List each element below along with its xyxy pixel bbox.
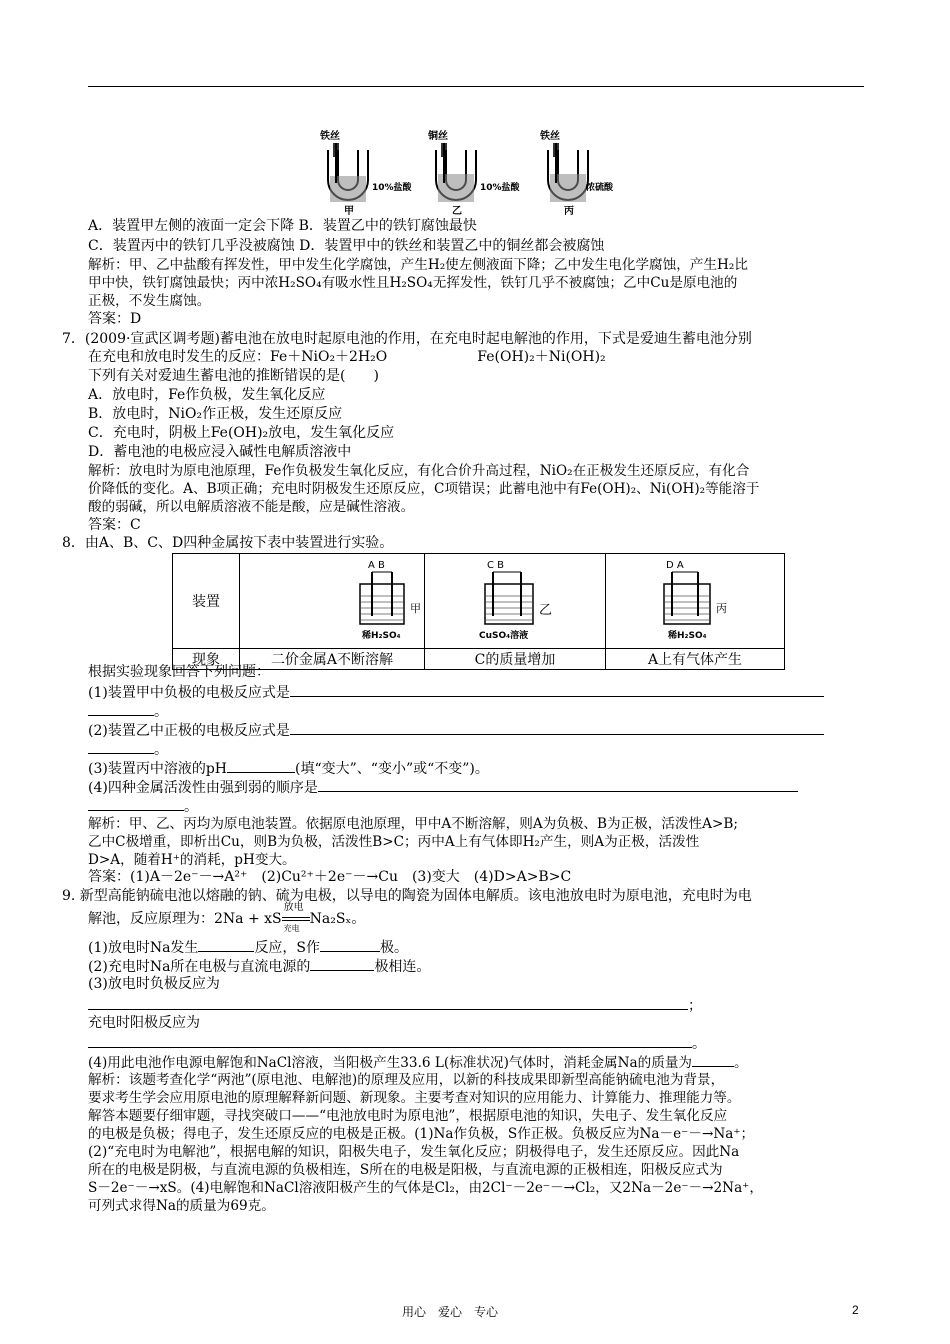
electrode-labels: D A (666, 560, 684, 571)
q9-analysis-line: 解答本题要仔细审题，寻找突破口——“电池放电时为原电池”，根据原电池的知识，失电子、发生氧化反应 (88, 1108, 728, 1124)
q8-sub3-note: (填“变大”、“变小”或“不变”)。 (295, 761, 489, 777)
device-name: 甲 (410, 602, 421, 615)
q6-analysis-line: 正极，不发生腐蚀。 (88, 293, 211, 309)
arrow-label-bottom: 充电 (283, 924, 300, 933)
q7-stem: 7．(2009·宣武区调考题)蓄电池在放电时起原电池的作用，在充电时起电解池的作用，下式是爱迪生蓄电池分别 (62, 331, 752, 347)
q6-options-cd (88, 238, 604, 255)
phenomenon-cell: C的质量增加 (425, 649, 606, 670)
q8-sub3-text: (3)装置丙中溶液的pH (88, 761, 228, 777)
page-number: 2 (852, 1303, 859, 1317)
q7-option-d: D．蓄电池的电极应浸入碱性电解质溶液中 (88, 444, 352, 460)
experiment-table (172, 553, 785, 670)
fig-solution-1: 10%盐酸 (372, 183, 412, 193)
fig-label-1: 铁丝 (320, 131, 340, 142)
q9-sub2 (88, 957, 430, 976)
semicolon: ； (688, 998, 702, 1014)
q8-sub2 (88, 721, 824, 740)
answer-blank[interactable] (320, 938, 380, 952)
q8-sub4 (88, 778, 798, 797)
q9-reaction-right: Na₂Sₓ。 (309, 911, 366, 927)
q8-analysis-line: 解析：甲、乙、丙均为原电池装置。依据原电池原理，甲中A不断溶解，则A为负极、B为正极，活泼性A>B; (88, 816, 738, 832)
q9-sub4-text: (4)用此电池作电源电解饱和NaCl溶液，当阳极产生33.6 L(标准状况)气体时，消耗金属Na的质量为 (88, 1055, 693, 1071)
header-rule (88, 86, 864, 87)
q7-equation-right: Fe(OH)₂＋Ni(OH)₂ (477, 349, 606, 365)
fig-label-3: 铁丝 (540, 131, 560, 142)
q6-options-ab (88, 218, 477, 235)
fig-name-1: 甲 (344, 206, 354, 216)
q9-sub2-a: (2)充电时Na所在电极与直流电源的 (88, 959, 311, 975)
q6-option-c: C．装置丙中的铁钉几乎没被腐蚀 (88, 238, 295, 254)
electrode-labels: C B (487, 560, 505, 571)
footer-motto: 用心 爱心 专心 (402, 1305, 499, 1319)
q8-sub2-cont (88, 740, 168, 759)
q9-analysis-line: 所在的电极是阴极，与直流电源的负极相连，S所在的电极是阳极，与直流电源的正极相连，阳极反应式为 (88, 1162, 723, 1178)
q8-sub4-text: (4)四种金属活泼性由强到弱的顺序是 (88, 780, 318, 796)
q9-sub3-line (88, 996, 702, 1015)
beaker-yi (425, 554, 605, 644)
q8-sub3 (88, 759, 489, 778)
q8-answer: 答案：(1)A－2e⁻－→A²⁺ (2)Cu²⁺＋2e⁻－→Cu (3)变大 (4)D>A>B>C (88, 869, 572, 885)
answer-blank[interactable] (88, 996, 688, 1010)
period: 。 (734, 1055, 748, 1071)
q7-option-b: B．放电时，NiO₂作正极，发生还原反应 (88, 406, 343, 422)
q7-equation (88, 349, 606, 366)
answer-blank[interactable] (290, 683, 824, 697)
u-tube-figure (320, 128, 630, 216)
q7-option-c: C．充电时，阴极上Fe(OH)₂放电，发生氧化反应 (88, 425, 395, 441)
q8-stem: 8．由A、B、C、D四种金属按下表中装置进行实验。 (62, 535, 394, 551)
q8-sub2-text: (2)装置乙中正极的电极反应式是 (88, 723, 290, 739)
q9-sub3b-line (88, 1034, 706, 1053)
q6-analysis-line: 甲中快，铁钉腐蚀最快；丙中浓H₂SO₄有吸水性且H₂SO₄无挥发性，铁钉几乎不被腐蚀；乙中Cu是原电池的 (88, 275, 738, 291)
device-cell (606, 554, 785, 649)
q7-analysis-line: 价降低的变化。A、B项正确；充电时阴极发生还原反应，C项错误；此蓄电池中有Fe(OH)₂、Ni(OH)₂等能溶于 (88, 481, 760, 497)
fig-name-2: 乙 (452, 206, 462, 216)
fig-solution-3: 浓硫酸 (586, 183, 614, 193)
beaker-jia (240, 554, 424, 644)
table-header-phenomenon: 现象 (173, 649, 240, 670)
q7-question: 下列有关对爱迪生蓄电池的推断错误的是( ) (88, 368, 379, 384)
q9-sub2-b: 极相连。 (374, 959, 431, 975)
period: 。 (184, 799, 198, 815)
device-cell (425, 554, 606, 649)
q8-sub4-cont (88, 797, 198, 816)
q7-equation-left: 在充电和放电时发生的反应：Fe＋NiO₂＋2H₂O (88, 349, 388, 365)
answer-blank[interactable] (290, 721, 824, 735)
q9-analysis-line: 解析：该题考查化学“两池”(原电池、电解池)的原理及应用，以新的科技成果即新型高能钠硫电池为背景， (88, 1072, 725, 1088)
beaker-bing (606, 554, 784, 644)
q9-analysis-line: 可列式求得Na的质量为69克。 (88, 1198, 275, 1214)
device-name: 丙 (716, 602, 727, 615)
device-solution: 稀H₂SO₄ (362, 631, 401, 641)
phenomenon-cell: A上有气体产生 (606, 649, 785, 670)
q8-analysis-line: D>A，随着H⁺的消耗，pH变大。 (88, 852, 296, 868)
q9-analysis-line: (2)“充电时为电解池”，根据电解的知识，阳极失电子，发生氧化反应；阴极得电子，发生还原反应。因此Na (88, 1144, 740, 1160)
answer-blank[interactable] (198, 938, 254, 952)
q9-analysis-line: 要求考生学会应用原电池的原理解释新问题、新现象。主要考查对知识的应用能力、计算能力、推理能力等。 (88, 1090, 741, 1106)
answer-blank[interactable] (318, 778, 798, 792)
q8-prompt: 根据实验现象回答下列问题： (88, 664, 270, 680)
electrode-labels: A B (368, 560, 385, 571)
phenomenon-cell: 二价金属A不断溶解 (240, 649, 425, 670)
fig-solution-2: 10%盐酸 (480, 183, 520, 193)
q9-sub1-a: (1)放电时Na发生 (88, 940, 199, 956)
q8-sub1-text: (1)装置甲中负极的电极反应式是 (88, 685, 290, 701)
q9-sub3b: 充电时阳极反应为 (88, 1015, 200, 1031)
q9-stem: 9. 新型高能钠硫电池以熔融的钠、硫为电极，以导电的陶瓷为固体电解质。该电池放电时为原电池，充电时为电 (62, 888, 752, 904)
q9-reaction (88, 902, 366, 933)
answer-blank[interactable] (88, 797, 184, 811)
answer-blank[interactable] (227, 759, 295, 773)
device-name: 乙 (539, 603, 553, 618)
arrow-label-top: 放电 (283, 902, 304, 913)
period: 。 (154, 742, 168, 758)
q9-reaction-left: 解池，反应原理为：2Na + xS (88, 911, 282, 927)
answer-blank[interactable] (88, 740, 154, 754)
answer-blank[interactable] (88, 1034, 692, 1048)
q8-analysis-line: 乙中C极增重，即析出Cu，则B为负极，活泼性B>C；丙中A上有气体即H₂产生，则A为正极，活泼性 (88, 834, 700, 850)
q6-option-b: B．装置乙中的铁钉腐蚀最快 (298, 218, 477, 234)
fig-label-2: 铜丝 (428, 131, 448, 142)
answer-blank[interactable] (88, 702, 154, 716)
q7-option-a: A．放电时，Fe作负极，发生氧化反应 (88, 387, 326, 403)
q7-answer: 答案：C (88, 517, 141, 533)
table-header-device: 装置 (173, 554, 240, 649)
q8-sub1-cont (88, 702, 168, 721)
q9-sub3: (3)放电时负极反应为 (88, 976, 220, 992)
answer-blank[interactable] (310, 957, 374, 971)
q9-analysis-line: 的电极是负极；得电子，发生还原反应的电极是正极。(1)Na作负极，S作正极。负极反应为Na－e⁻－→Na⁺； (88, 1126, 755, 1142)
period: 。 (154, 704, 168, 720)
answer-blank[interactable] (692, 1053, 734, 1067)
fig-name-3: 丙 (564, 206, 574, 216)
device-cell (240, 554, 425, 649)
device-solution: 稀H₂SO₄ (668, 631, 707, 641)
period: 。 (692, 1036, 706, 1052)
q7-analysis-line: 酸的弱碱，所以电解质溶液不能是酸，应是碱性溶液。 (88, 499, 415, 515)
reversible-arrow (282, 902, 310, 933)
q9-sub1-b: 反应，S作 (254, 940, 321, 956)
device-solution: CuSO₄溶液 (479, 631, 529, 641)
q6-answer: 答案：D (88, 311, 142, 327)
q7-analysis-line: 解析：放电时为原电池原理，Fe作负极发生氧化反应，有化合价升高过程，NiO₂在正极发生还原反应，有化合 (88, 463, 750, 479)
q8-sub1 (88, 683, 824, 702)
q9-sub4 (88, 1053, 748, 1072)
q9-sub1 (88, 938, 408, 957)
q9-analysis-line: S－2e⁻－→xS。(4)电解饱和NaCl溶液阳极产生的气体是Cl₂，由2Cl⁻－2e⁻－→Cl₂，又2Na－2e⁻－→2Na⁺， (88, 1180, 763, 1196)
q6-option-d: D．装置甲中的铁丝和装置乙中的铜丝都会被腐蚀 (299, 238, 605, 254)
q6-analysis-line: 解析：甲、乙中盐酸有挥发性，甲中发生化学腐蚀，产生H₂使左侧液面下降；乙中发生电化学腐蚀，产生H₂比 (88, 257, 748, 273)
q6-option-a: A．装置甲左侧的液面一定会下降 (88, 218, 295, 234)
q9-sub1-c: 极。 (380, 940, 409, 956)
